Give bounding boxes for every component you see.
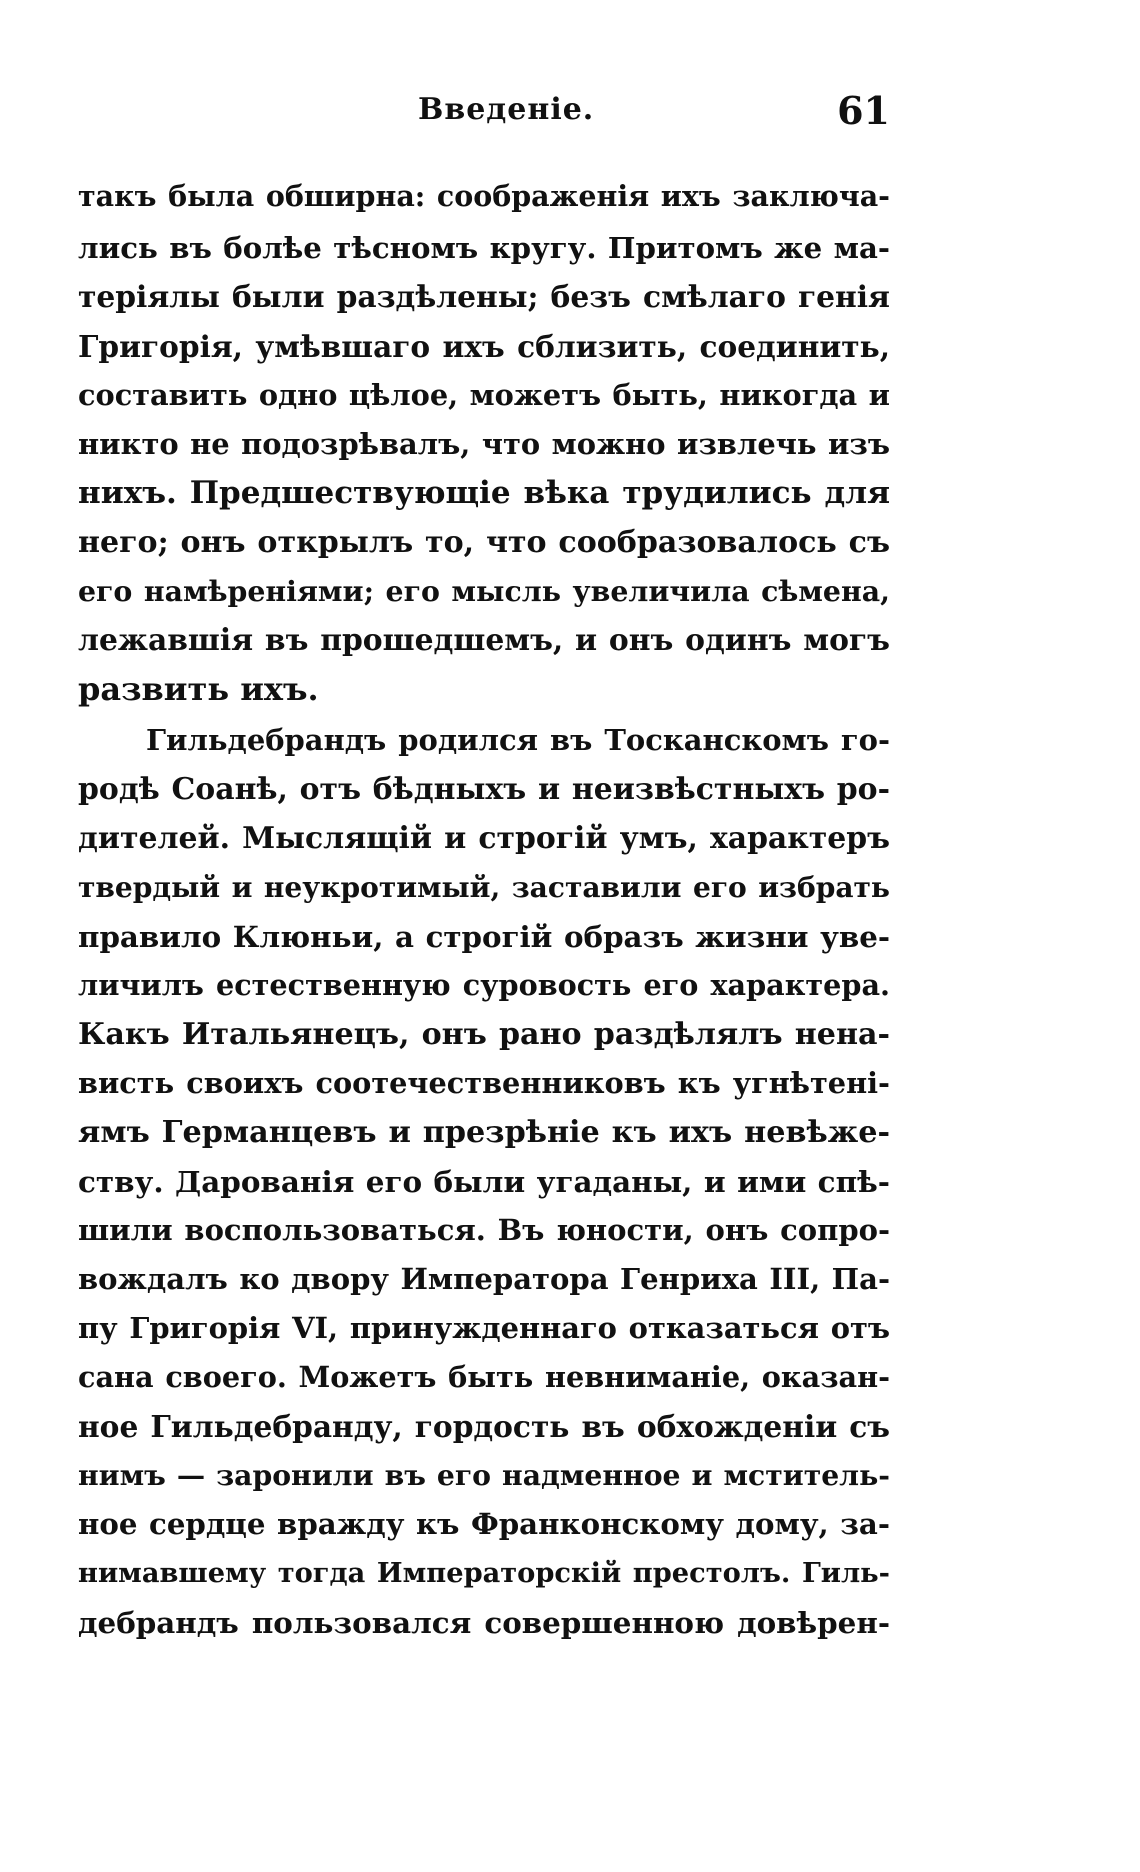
page-number: 61: [837, 88, 890, 133]
paragraph-2: [78, 716, 890, 1647]
running-head: [78, 88, 890, 142]
text-line: ное Гильдебранду, гордость въ обхожденіи съ: [78, 1409, 890, 1444]
text-line: ямъ Германцевъ и презрѣніе къ ихъ невѣже-: [78, 1115, 890, 1150]
text-line: лись въ болѣе тѣсномъ кругу. Притомъ же ма-: [78, 231, 890, 265]
text-line: такъ была обширна: соображенія ихъ заключа-: [78, 179, 890, 213]
text-line: твердый и неукротимый, заставили его избрать: [78, 871, 890, 904]
text-line: его намѣреніями; его мысль увеличила сѣмена,: [78, 574, 890, 608]
text-line: никто не подозрѣвалъ, что можно извлечь изъ: [78, 427, 890, 461]
text-line: него; онъ открылъ то, что сообразовалось съ: [78, 525, 890, 560]
text-line: Какъ Итальянецъ, онъ рано раздѣлялъ нена-: [78, 1017, 890, 1052]
text-line: нихъ. Предшествующіе вѣка трудились для: [78, 475, 890, 511]
text-line: ное сердце вражду къ Франконскому дому, за-: [78, 1507, 890, 1541]
text-line: нимавшему тогда Императорскій престолъ. Гиль-: [78, 1557, 890, 1589]
text-line: Григорія, умѣвшаго ихъ сблизить, соединить,: [78, 329, 890, 364]
text-line: шили воспользоваться. Въ юности, онъ сопро-: [78, 1213, 890, 1247]
text-line: составить одно цѣлое, можетъ быть, никогда и: [78, 378, 890, 412]
text-line: родѣ Соанѣ, отъ бѣдныхъ и неизвѣстныхъ ро-: [78, 772, 890, 807]
text-line: Гильдебрандъ родился въ Тосканскомъ го-: [146, 723, 890, 757]
text-line: вождалъ ко двору Императора Генриха III, Па-: [78, 1262, 890, 1296]
text-line: развить ихъ.: [78, 670, 319, 708]
text-line: дебрандъ пользовался совершенною довѣрен-: [78, 1605, 890, 1640]
text-line: висть своихъ соотечественниковъ къ угнѣтені-: [78, 1066, 890, 1100]
body-text: [78, 172, 890, 1647]
text-line: личилъ естественную суровость его характера.: [78, 968, 890, 1002]
text-line: дителей. Мыслящій и строгій умъ, характеръ: [78, 821, 890, 856]
text-line: пу Григорія VI, принужденнаго отказаться отъ: [78, 1311, 890, 1345]
text-line: правило Клюньи, а строгій образъ жизни уве-: [78, 919, 890, 954]
text-line: нимъ — заронили въ его надменное и мститель-: [78, 1458, 890, 1492]
text-line: сана своего. Можетъ быть невниманіе, оказан-: [78, 1360, 890, 1394]
text-line: лежавшія въ прошедшемъ, и онъ одинъ могъ: [78, 623, 890, 658]
text-line: ству. Дарованія его были угаданы, и ими спѣ-: [78, 1164, 890, 1199]
paragraph-1: [78, 172, 890, 714]
running-head-title: Введеніе.: [418, 92, 595, 127]
text-line: теріялы были раздѣлены; безъ смѣлаго генія: [78, 280, 890, 315]
